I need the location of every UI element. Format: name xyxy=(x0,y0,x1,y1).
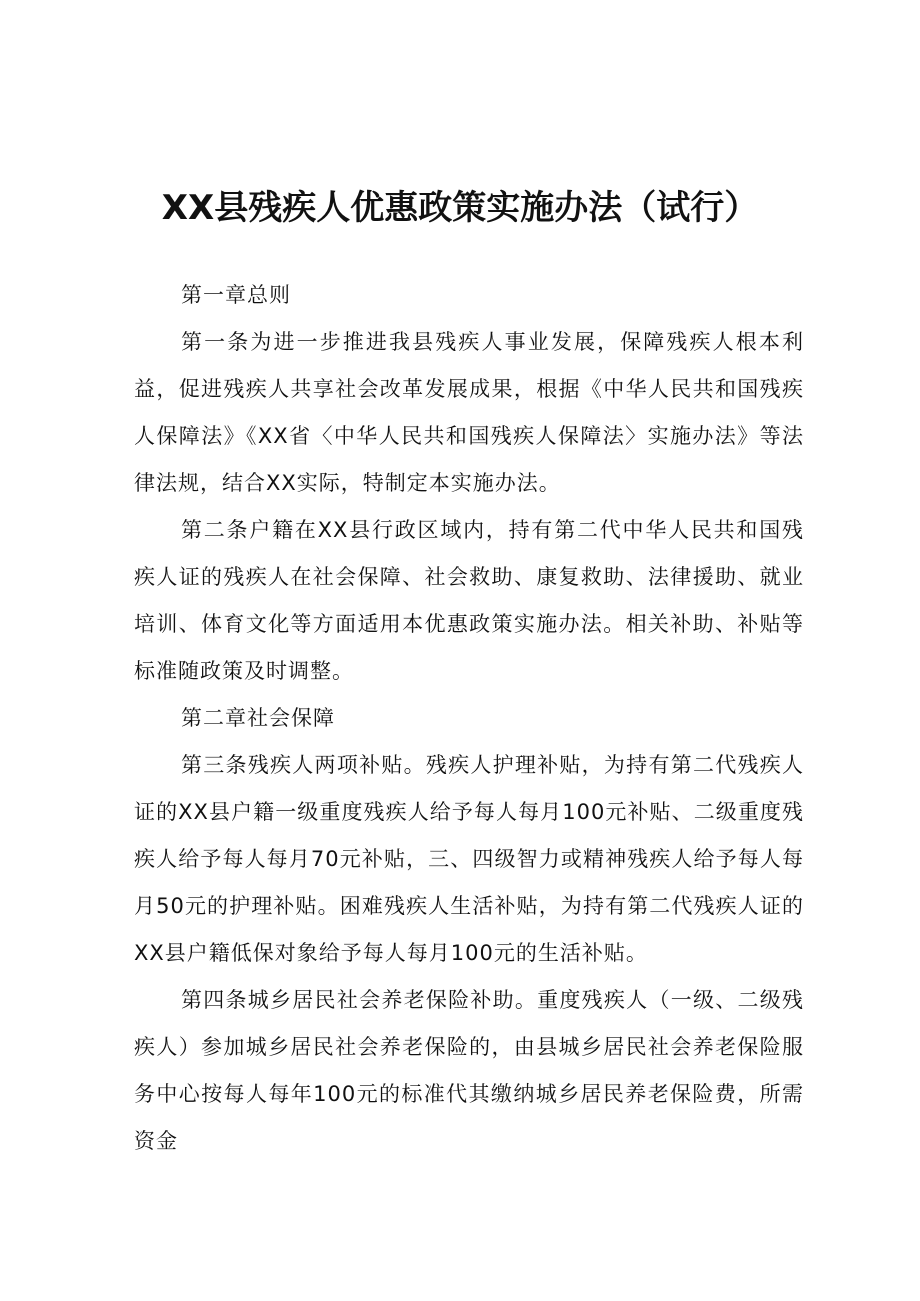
article-paragraph: 第二条户籍在XX县行政区域内，持有第二代中华人民共和国残疾人证的残疾人在社会保障、社会救助、康复救助、法律援助、就业培训、体育文化等方面适用本优惠政策实施办法。相关补助、补贴等标准随政策及时调整。 xyxy=(134,518,804,683)
chapter-heading: 第一章总则 xyxy=(181,283,291,307)
article-paragraph: 第四条城乡居民社会养老保险补助。重度残疾人（一级、二级残疾人）参加城乡居民社会养老保险的，由县城乡居民社会养老保险服务中心按每人每年100元的标准代其缴纳城乡居民养老保险费，所需资金 xyxy=(134,988,804,1153)
chapter-heading: 第二章社会保障 xyxy=(181,706,335,730)
document-body xyxy=(134,272,804,1165)
article-paragraph: 第三条残疾人两项补贴。残疾人护理补贴，为持有第二代残疾人证的XX县户籍一级重度残疾人给予每人每月100元补贴、二级重度残疾人给予每人每月70元补贴，三、四级智力或精神残疾人给予每人每月50元的护理补贴。困难残疾人生活补贴，为持有第二代残疾人证的XX县户籍低保对象给予每人每月100元的生活补贴。 xyxy=(134,753,804,965)
article-paragraph: 第一条为进一步推进我县残疾人事业发展，保障残疾人根本利益，促进残疾人共享社会改革发展成果，根据《中华人民共和国残疾人保障法》《XX省〈中华人民共和国残疾人保障法〉实施办法》等法律法规，结合XX实际，特制定本实施办法。 xyxy=(134,330,804,495)
document-title: XX县残疾人优惠政策实施办法（试行） xyxy=(161,188,759,228)
